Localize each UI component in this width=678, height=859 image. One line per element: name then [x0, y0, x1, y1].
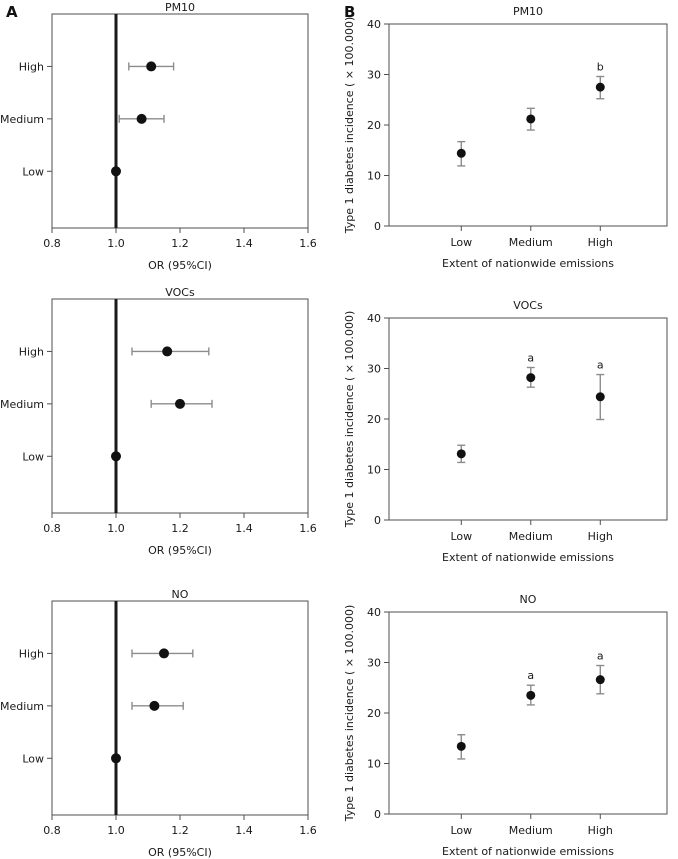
data-point	[596, 392, 605, 401]
category-label: Medium	[508, 824, 553, 837]
chart-panel-a-vocs	[0, 285, 339, 570]
plot-box	[52, 14, 308, 228]
y-axis-label: Type 1 diabetes incidence ( × 100.000)	[343, 16, 356, 234]
category-label: High	[587, 824, 613, 837]
data-point	[159, 648, 169, 658]
panel-label-a: A	[6, 3, 18, 21]
data-point	[146, 61, 156, 71]
y-tick-label: 10	[367, 757, 381, 771]
x-tick-label: 1.2	[171, 522, 189, 535]
y-axis-label: Type 1 diabetes incidence ( × 100.000)	[343, 604, 356, 822]
panel-title: VOCs	[165, 286, 195, 299]
significance-label: a	[596, 649, 604, 663]
data-point	[596, 675, 605, 684]
y-tick-label: 30	[367, 656, 381, 670]
category-label: Low	[450, 824, 473, 837]
y-tick-label: 0	[374, 808, 381, 821]
x-tick-label: 1.0	[107, 824, 125, 837]
x-tick-label: 0.8	[43, 522, 61, 535]
data-point	[457, 149, 466, 158]
x-tick-label: 1.6	[299, 824, 317, 837]
panel-title: PM10	[164, 1, 196, 14]
y-tick-label: 20	[367, 413, 381, 426]
x-axis-label: Extent of nationwide emissions	[442, 257, 614, 270]
y-tick-label: 10	[367, 169, 381, 183]
x-tick-label: 1.2	[171, 824, 189, 837]
plot-box	[52, 601, 308, 815]
x-tick-label: 0.8	[43, 824, 61, 837]
x-axis-label: Extent of nationwide emissions	[442, 845, 614, 858]
data-point	[457, 449, 466, 458]
data-point	[526, 373, 535, 382]
x-tick-label: 1.4	[235, 237, 253, 250]
significance-label: b	[596, 60, 604, 74]
category-label: High	[18, 60, 44, 74]
panel-title: VOCs	[513, 299, 543, 312]
x-axis-label: OR (95%CI)	[148, 259, 212, 272]
x-tick-label: 1.0	[107, 522, 125, 535]
data-point	[111, 451, 121, 461]
category-label: Low	[22, 450, 44, 464]
y-tick-label: 40	[367, 312, 381, 325]
y-tick-label: 0	[374, 220, 381, 233]
category-label: High	[587, 236, 613, 249]
x-tick-label: 0.8	[43, 237, 61, 250]
x-tick-label: 1.4	[235, 522, 253, 535]
x-axis-label: OR (95%CI)	[148, 846, 212, 859]
category-label: High	[18, 647, 44, 661]
data-point	[149, 701, 159, 711]
x-tick-label: 1.0	[107, 237, 125, 250]
chart-panel-a-pm10	[0, 0, 339, 285]
y-axis-label: Type 1 diabetes incidence ( × 100.000)	[343, 310, 356, 528]
data-point	[162, 346, 172, 356]
category-label: Medium	[0, 699, 44, 713]
x-axis-label: Extent of nationwide emissions	[442, 551, 614, 564]
category-label: Medium	[508, 530, 553, 543]
chart-panel-a-no	[0, 570, 339, 859]
chart-panel-b-pm10	[339, 0, 678, 285]
data-point	[175, 399, 185, 409]
x-tick-label: 1.6	[299, 522, 317, 535]
y-tick-label: 40	[367, 18, 381, 31]
chart-panel-b-vocs	[339, 285, 678, 570]
y-tick-label: 40	[367, 606, 381, 619]
data-point	[526, 114, 535, 123]
significance-label: a	[527, 351, 535, 365]
category-label: Medium	[0, 397, 44, 411]
data-point	[526, 691, 535, 700]
x-tick-label: 1.2	[171, 237, 189, 250]
significance-label: a	[527, 669, 535, 683]
x-tick-label: 1.6	[299, 237, 317, 250]
x-tick-label: 1.4	[235, 824, 253, 837]
y-tick-label: 20	[367, 707, 381, 720]
category-label: Low	[22, 165, 44, 179]
plot-box	[389, 24, 667, 226]
category-label: Low	[450, 530, 473, 543]
y-tick-label: 30	[367, 362, 381, 376]
data-point	[596, 83, 605, 92]
significance-label: a	[596, 358, 604, 372]
x-axis-label: OR (95%CI)	[148, 544, 212, 557]
category-label: Low	[450, 236, 473, 249]
plot-box	[389, 318, 667, 520]
category-label: Low	[22, 752, 44, 766]
panel-title: NO	[171, 588, 189, 601]
y-tick-label: 0	[374, 514, 381, 527]
data-point	[111, 166, 121, 176]
data-point	[111, 753, 121, 763]
y-tick-label: 20	[367, 119, 381, 132]
category-label: Medium	[0, 112, 44, 126]
category-label: High	[18, 345, 44, 359]
category-label: High	[587, 530, 613, 543]
panel-label-b: B	[344, 3, 356, 21]
y-tick-label: 10	[367, 463, 381, 477]
plot-box	[389, 612, 667, 814]
data-point	[457, 742, 466, 751]
panel-title: PM10	[512, 5, 544, 18]
data-point	[137, 114, 147, 124]
category-label: Medium	[508, 236, 553, 249]
y-tick-label: 30	[367, 68, 381, 82]
chart-panel-b-no	[339, 570, 678, 859]
panel-title: NO	[519, 593, 537, 606]
